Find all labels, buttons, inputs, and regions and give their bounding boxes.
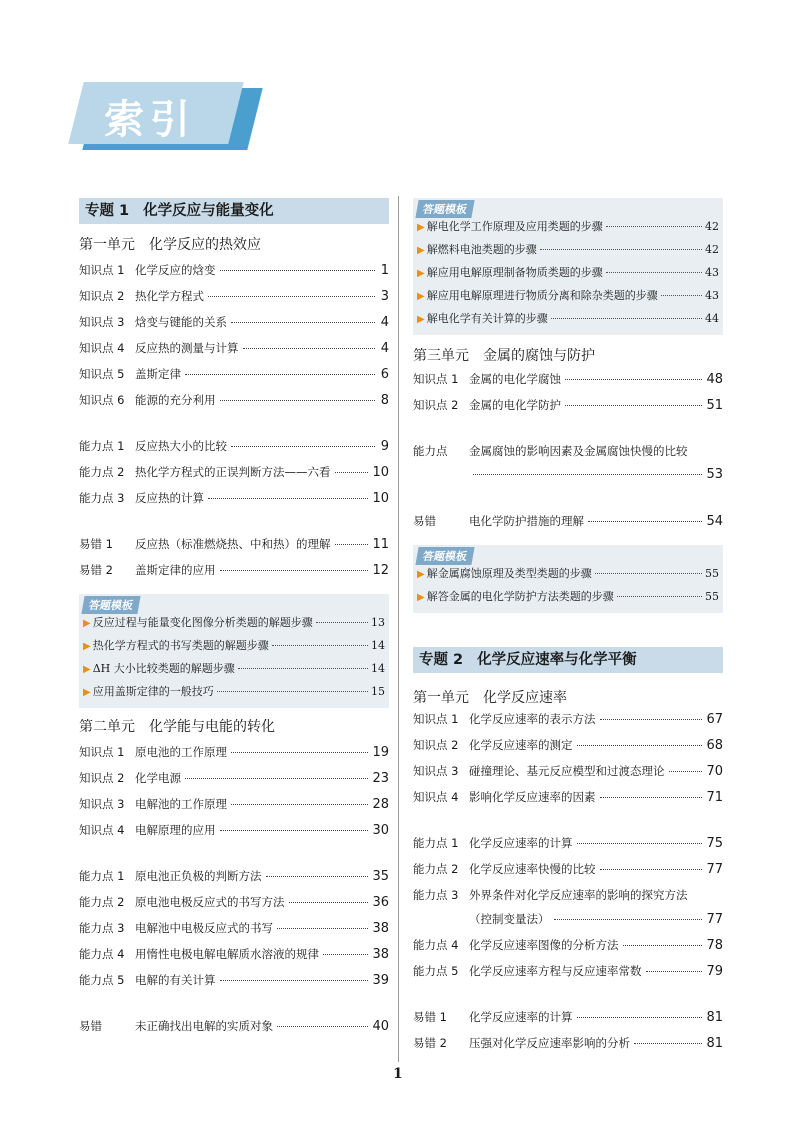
dot-leader: [565, 379, 702, 380]
template-entry[interactable]: [83, 660, 385, 683]
entry-text: 盖斯定律: [135, 367, 181, 381]
entry-text: 盖斯定律的应用: [135, 563, 216, 577]
arrow-icon: ▶: [83, 664, 91, 675]
entry-page: 71: [706, 790, 723, 805]
arrow-icon: ▶: [417, 592, 425, 603]
unit1-heading: [79, 234, 389, 256]
index-entry[interactable]: [79, 340, 389, 366]
entry-text: 压强对化学反应速率影响的分析: [469, 1036, 630, 1050]
template-entry[interactable]: [417, 588, 719, 611]
entry-tag: 能力点 1: [413, 836, 459, 850]
entry-page: 42: [705, 243, 719, 256]
entry-page: 13: [371, 616, 385, 629]
template-label: 答题模板: [415, 200, 474, 218]
dot-leader: [577, 745, 703, 746]
entry-page: 30: [372, 823, 389, 838]
entry-tag: 易错 2: [413, 1036, 447, 1050]
dot-leader: [217, 691, 368, 692]
entry-page: 40: [372, 1019, 389, 1034]
template-entry[interactable]: [417, 287, 719, 310]
template-box: [413, 198, 723, 335]
entry-tag: 能力点 2: [79, 465, 125, 479]
index-entry[interactable]: [413, 711, 723, 737]
arrow-icon: ▶: [83, 687, 91, 698]
dot-leader: [277, 1026, 368, 1027]
entry-tag: 知识点 2: [413, 738, 459, 752]
arrow-icon: ▶: [417, 569, 425, 580]
entry-tag: 知识点 4: [413, 790, 459, 804]
entry-text: 化学反应速率方程与反应速率常数: [469, 964, 642, 978]
template-entry[interactable]: [417, 218, 719, 241]
dot-leader: [595, 573, 702, 574]
index-entry[interactable]: [79, 314, 389, 340]
template-box: [79, 594, 389, 708]
dot-leader: [185, 778, 368, 779]
entry-page: 53: [706, 467, 723, 482]
entry-tag: 能力点 4: [413, 938, 459, 952]
index-entry[interactable]: [79, 562, 389, 588]
arrow-icon: ▶: [83, 618, 91, 629]
entry-page: 23: [372, 771, 389, 786]
entry-page: 28: [372, 797, 389, 812]
entry-text: 金属腐蚀的影响因素及金属腐蚀快慢的比较: [469, 444, 688, 458]
dot-leader: [577, 843, 703, 844]
topic2-unit1-heading: [413, 687, 723, 709]
entry-text: 金属的电化学腐蚀: [469, 372, 561, 386]
entry-page: 8: [380, 393, 389, 408]
dot-leader: [220, 270, 376, 271]
entry-tag: 知识点 5: [79, 367, 125, 381]
unit-number: 第三单元: [413, 348, 469, 364]
entry-text: 原电池电极反应式的书写方法: [135, 895, 285, 909]
dot-leader: [335, 544, 369, 545]
topic1-title: 化学反应与能量变化: [143, 203, 274, 219]
entry-text: 电化学防护措施的理解: [469, 514, 584, 528]
index-entry[interactable]: [79, 946, 389, 972]
arrow-icon: ▶: [417, 222, 425, 233]
entry-page: 3: [380, 289, 389, 304]
index-entry[interactable]: [79, 796, 389, 822]
index-entry[interactable]: [413, 1035, 723, 1061]
entry-text: 电解原理的应用: [135, 823, 216, 837]
index-entry[interactable]: [413, 513, 723, 539]
entry-text: 解燃料电池类题的步骤: [426, 243, 537, 256]
index-entry[interactable]: [79, 1018, 389, 1044]
entry-text: 解金属腐蚀原理及类型类题的步骤: [426, 567, 592, 580]
entry-text: 碰撞理论、基元反应模型和过渡态理论: [469, 764, 665, 778]
right-column: [413, 198, 723, 1061]
entry-tag: 知识点 3: [79, 797, 125, 811]
dot-leader: [220, 980, 369, 981]
dot-leader: [617, 596, 702, 597]
index-entry[interactable]: [79, 770, 389, 796]
page-number: 1: [393, 1066, 403, 1082]
topic2-header: [413, 647, 723, 673]
entry-page: 42: [705, 220, 719, 233]
entry-page: 15: [371, 685, 385, 698]
left-column: [79, 198, 389, 1044]
index-entry[interactable]: [79, 366, 389, 392]
entry-tag: 能力点: [413, 444, 448, 458]
arrow-icon: ▶: [83, 641, 91, 652]
entry-tag: 能力点 1: [79, 869, 125, 883]
template-label: 答题模板: [415, 547, 474, 565]
entry-page: 67: [706, 712, 723, 727]
entry-tag: 能力点 2: [413, 862, 459, 876]
entry-page: 77: [706, 862, 723, 877]
dot-leader: [577, 1017, 703, 1018]
entry-text: 原电池正负极的判断方法: [135, 869, 262, 883]
topic2-number: 专题 2: [419, 652, 464, 668]
index-entry[interactable]: [79, 822, 389, 848]
dot-leader: [220, 830, 369, 831]
entry-text: 电解池的工作原理: [135, 797, 227, 811]
entry-tag: 能力点 3: [413, 888, 459, 902]
entry-text: 解电化学有关计算的步骤: [426, 312, 548, 325]
index-entry[interactable]: [413, 789, 723, 815]
unit-title: 化学反应的热效应: [149, 237, 261, 253]
index-entry[interactable]: [413, 763, 723, 789]
index-entry[interactable]: [413, 397, 723, 423]
entry-text: 化学反应速率的测定: [469, 738, 573, 752]
dot-leader: [661, 295, 702, 296]
index-entry[interactable]: [413, 1009, 723, 1035]
dot-leader: [669, 771, 703, 772]
unit-number: 第一单元: [413, 690, 469, 706]
ability-entry[interactable]: [413, 887, 723, 911]
entry-tag: 知识点 3: [413, 764, 459, 778]
entry-page: 10: [372, 491, 389, 506]
dot-leader: [231, 322, 375, 323]
entry-page: 38: [372, 921, 389, 936]
entry-tag: 知识点 1: [413, 712, 459, 726]
index-entry[interactable]: [413, 963, 723, 989]
index-entry[interactable]: [79, 744, 389, 770]
template-box: [413, 545, 723, 613]
entry-tag: 易错: [79, 1019, 102, 1033]
entry-page: 81: [706, 1010, 723, 1025]
entry-text: 反应热的计算: [135, 491, 204, 505]
unit3-heading: [413, 345, 723, 367]
entry-tag: 知识点 2: [79, 289, 125, 303]
arrow-icon: ▶: [417, 245, 425, 256]
index-entry[interactable]: [413, 937, 723, 963]
entry-page: 19: [372, 745, 389, 760]
index-entry[interactable]: [79, 262, 389, 288]
entry-text: 解电化学工作原理及应用类题的步骤: [426, 220, 603, 233]
entry-text: 热化学方程式: [135, 289, 204, 303]
index-entry[interactable]: [79, 894, 389, 920]
entry-text: 热化学方程式的正误判断方法——六看: [135, 465, 331, 479]
entry-text: 焓变与键能的关系: [135, 315, 227, 329]
entry-tag: 知识点 2: [79, 771, 125, 785]
unit-title: 金属的腐蚀与防护: [483, 348, 595, 364]
arrow-icon: ▶: [417, 291, 425, 302]
dot-leader: [646, 971, 703, 972]
dot-leader: [600, 719, 703, 720]
index-entry[interactable]: [79, 972, 389, 998]
arrow-icon: ▶: [417, 268, 425, 279]
entry-page: 55: [705, 567, 719, 580]
ability-entry[interactable]: [413, 443, 723, 467]
index-entry[interactable]: [79, 920, 389, 946]
entry-text: 原电池的工作原理: [135, 745, 227, 759]
dot-leader: [335, 472, 369, 473]
index-entry[interactable]: [79, 438, 389, 464]
entry-page: 43: [705, 289, 719, 302]
entry-page: 39: [372, 973, 389, 988]
entry-page: 14: [371, 662, 385, 675]
entry-text: 解答金属的电化学防护方法类题的步骤: [426, 590, 614, 603]
dot-leader: [554, 919, 703, 920]
entry-tag: 知识点 1: [79, 263, 125, 277]
index-entry[interactable]: [79, 868, 389, 894]
dot-leader: [231, 804, 368, 805]
entry-tag: 知识点 4: [79, 823, 125, 837]
dot-leader: [606, 272, 702, 273]
dot-leader: [473, 474, 702, 475]
entry-text: 解应用电解原理制备物质类题的步骤: [426, 266, 603, 279]
entry-text: 影响化学反应速率的因素: [469, 790, 596, 804]
unit-title: 化学能与电能的转化: [149, 719, 275, 735]
template-entry[interactable]: [83, 614, 385, 637]
entry-page: 51: [706, 398, 723, 413]
template-entry[interactable]: [83, 637, 385, 660]
entry-page: 9: [380, 439, 389, 454]
entry-text: 化学反应速率快慢的比较: [469, 862, 596, 876]
entry-page: 4: [380, 341, 389, 356]
index-entry[interactable]: [413, 737, 723, 763]
entry-page: 68: [706, 738, 723, 753]
entry-tag: 易错 1: [79, 537, 113, 551]
entry-text: 外界条件对化学反应速率的影响的探究方法: [469, 888, 688, 902]
entry-text: 反应热大小的比较: [135, 439, 227, 453]
dot-leader: [323, 954, 368, 955]
unit-title: 化学反应速率: [483, 690, 567, 706]
entry-page: 43: [705, 266, 719, 279]
index-entry[interactable]: [413, 835, 723, 861]
entry-page: 70: [706, 764, 723, 779]
topic1-header: [79, 198, 389, 224]
dot-leader: [220, 570, 369, 571]
entry-text: ΔH 大小比较类题的解题步骤: [92, 662, 235, 675]
entry-tag: 知识点 2: [413, 398, 459, 412]
dot-leader: [565, 405, 702, 406]
ability-entry-continuation[interactable]: [413, 467, 723, 493]
entry-tag: 知识点 4: [79, 341, 125, 355]
template-entry[interactable]: [417, 241, 719, 264]
entry-text: 用惰性电极电解电解质水溶液的规律: [135, 947, 319, 961]
entry-text: 化学反应速率的计算: [469, 1010, 573, 1024]
dot-leader: [588, 521, 702, 522]
dot-leader: [540, 249, 702, 250]
entry-page: 1: [380, 263, 389, 278]
dot-leader: [316, 622, 368, 623]
entry-page: 35: [372, 869, 389, 884]
entry-tag: 易错 2: [79, 563, 113, 577]
index-entry[interactable]: [79, 288, 389, 314]
dot-leader: [289, 902, 369, 903]
entry-page: 38: [372, 947, 389, 962]
entry-tag: 易错: [413, 514, 436, 528]
entry-page: 75: [706, 836, 723, 851]
entry-page: 78: [706, 938, 723, 953]
dot-leader: [551, 318, 702, 319]
topic2-title: 化学反应速率与化学平衡: [477, 652, 637, 668]
entry-page: 4: [380, 315, 389, 330]
page-title: 索引: [104, 97, 196, 143]
index-entry[interactable]: [79, 392, 389, 418]
entry-page: 11: [372, 537, 389, 552]
entry-text: 能源的充分利用: [135, 393, 216, 407]
entry-text: 化学反应速率的计算: [469, 836, 573, 850]
dot-leader: [266, 876, 369, 877]
ability-entry-continuation[interactable]: [413, 911, 723, 937]
entry-text: 化学反应速率的表示方法: [469, 712, 596, 726]
entry-page: 44: [705, 312, 719, 325]
entry-text: 未正确找出电解的实质对象: [135, 1019, 273, 1033]
entry-tag: 能力点 2: [79, 895, 125, 909]
dot-leader: [231, 446, 375, 447]
entry-text: 金属的电化学防护: [469, 398, 561, 412]
entry-page: 54: [706, 514, 723, 529]
unit-number: 第二单元: [79, 719, 135, 735]
entry-text: 反应热（标准燃烧热、中和热）的理解: [135, 537, 331, 551]
entry-tag: 能力点 4: [79, 947, 125, 961]
entry-tag: 能力点 3: [79, 491, 125, 505]
dot-leader: [606, 226, 702, 227]
dot-leader: [272, 645, 368, 646]
index-entry[interactable]: [79, 536, 389, 562]
dot-leader: [600, 869, 703, 870]
entry-page: 10: [372, 465, 389, 480]
entry-text: 电解的有关计算: [135, 973, 216, 987]
entry-text: 反应热的测量与计算: [135, 341, 239, 355]
template-entry[interactable]: [83, 683, 385, 706]
index-entry[interactable]: [79, 464, 389, 490]
template-entry[interactable]: [417, 310, 719, 333]
dot-leader: [220, 400, 376, 401]
dot-leader: [185, 374, 375, 375]
dot-leader: [208, 296, 375, 297]
entry-text: 化学反应的焓变: [135, 263, 216, 277]
dot-leader: [238, 668, 368, 669]
index-entry[interactable]: [79, 490, 389, 516]
dot-leader: [231, 752, 368, 753]
unit-number: 第一单元: [79, 237, 135, 253]
entry-tag: 知识点 1: [79, 745, 125, 759]
template-entry[interactable]: [417, 565, 719, 588]
entry-page: 81: [706, 1036, 723, 1051]
index-entry[interactable]: [413, 861, 723, 887]
unit2-heading: [79, 716, 389, 738]
entry-text: 化学电源: [135, 771, 181, 785]
index-entry[interactable]: [413, 371, 723, 397]
entry-text: 热化学方程式的书写类题的解题步骤: [92, 639, 269, 652]
dot-leader: [208, 498, 368, 499]
entry-page: 36: [372, 895, 389, 910]
entry-tag: 能力点 5: [79, 973, 125, 987]
entry-tag: 知识点 6: [79, 393, 125, 407]
entry-page: 55: [705, 590, 719, 603]
entry-text: 应用盖斯定律的一般技巧: [92, 685, 214, 698]
template-label: 答题模板: [81, 596, 140, 614]
entry-text: 解应用电解原理进行物质分离和除杂类题的步骤: [426, 289, 658, 302]
entry-tag: 能力点 3: [79, 921, 125, 935]
entry-text-continuation: （控制变量法）: [469, 912, 550, 926]
entry-text: 反应过程与能量变化图像分析类题的解题步骤: [92, 616, 313, 629]
entry-page: 12: [372, 563, 389, 578]
dot-leader: [600, 797, 703, 798]
entry-text: 电解池中电极反应式的书写: [135, 921, 273, 935]
dot-leader: [623, 945, 703, 946]
template-entry[interactable]: [417, 264, 719, 287]
entry-tag: 知识点 3: [79, 315, 125, 329]
dot-leader: [277, 928, 368, 929]
entry-tag: 易错 1: [413, 1010, 447, 1024]
entry-text: 化学反应速率图像的分析方法: [469, 938, 619, 952]
dot-leader: [634, 1043, 702, 1044]
arrow-icon: ▶: [417, 314, 425, 325]
entry-page: 79: [706, 964, 723, 979]
entry-tag: 能力点 1: [79, 439, 125, 453]
column-divider: [398, 196, 399, 1062]
dot-leader: [243, 348, 376, 349]
topic1-number: 专题 1: [85, 203, 130, 219]
entry-page: 48: [706, 372, 723, 387]
entry-page: 77: [706, 912, 723, 927]
entry-page: 14: [371, 639, 385, 652]
entry-page: 6: [380, 367, 389, 382]
entry-tag: 能力点 5: [413, 964, 459, 978]
entry-tag: 知识点 1: [413, 372, 459, 386]
